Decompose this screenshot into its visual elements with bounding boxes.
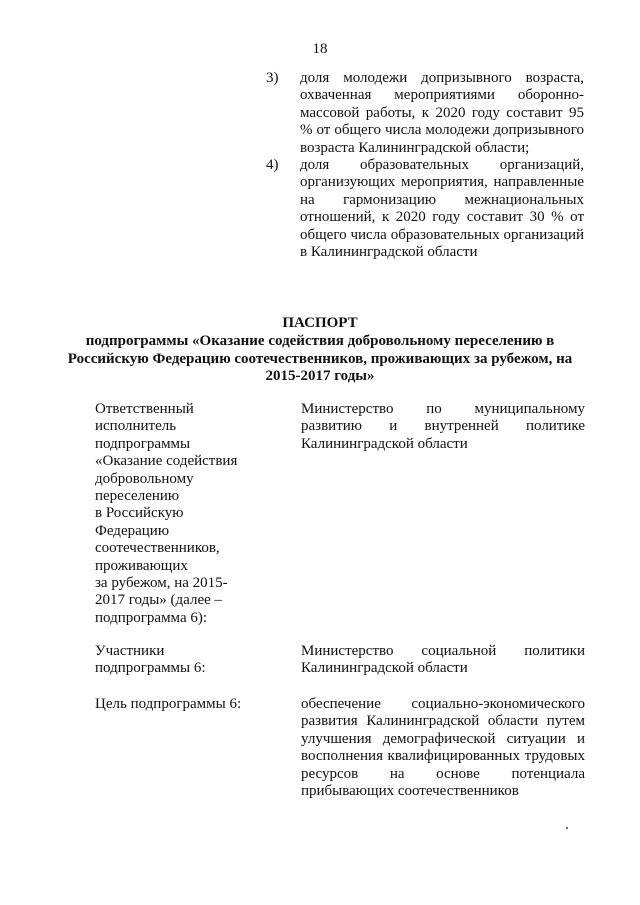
label-line: 2017 годы» (далее – xyxy=(95,592,223,609)
list-item-number: 4) xyxy=(266,157,279,174)
list-item-text: доля образовательных организаций, организующих мероприятия, направленные на гармонизацию межнациональных отношений, к 2020 году составит 30 % от общего числа образовательных организаций в Калининградской области xyxy=(300,157,584,261)
label-line: в Российскую xyxy=(95,505,184,522)
list-item xyxy=(266,157,584,261)
label-line: проживающих xyxy=(95,557,188,574)
label-line: подпрограммы 6: xyxy=(95,660,206,677)
row-label xyxy=(95,696,265,713)
row-value: Министерство по муниципальному развитию и внутренней политике Калининградской области xyxy=(301,401,585,452)
label-line: добровольному xyxy=(95,470,194,487)
list-item xyxy=(266,70,584,157)
label-line: Ответственный xyxy=(95,401,194,417)
label-line: подпрограмма 6): xyxy=(95,609,208,626)
label-line: Федерацию xyxy=(95,522,170,539)
label-line: подпрограммы xyxy=(95,435,191,452)
stray-mark xyxy=(566,827,568,829)
row-value: Министерство социальной политики Калининградской области xyxy=(301,643,585,677)
passport-row-goal xyxy=(95,696,585,800)
list-item-number: 3) xyxy=(266,70,279,86)
page-number: 18 xyxy=(312,41,328,57)
row-value: обеспечение социально-экономического развития Калининградской области путем улучшения демографической ситуации и восполнения квалифицированных трудовых ресурсов на основе потенциала прибывающих соотечественников xyxy=(301,696,585,800)
row-label xyxy=(95,643,265,678)
passport-subtitle: подпрограммы «Оказание содействия добровольному переселению в Российскую Федерацию соотечественников, проживающих за рубежом, на 2015-2017 годы» xyxy=(67,333,573,384)
label-line: за рубежом, на 2015- xyxy=(95,575,228,592)
label-line: соотечественников, xyxy=(95,540,220,557)
passport-title: ПАСПОРТ xyxy=(282,315,358,331)
row-label xyxy=(95,401,265,627)
label-line: Участники xyxy=(95,643,165,659)
list-item-text: доля молодежи допризывного возраста, охваченная мероприятиями оборонно-массовой работы, к 2020 году составит 95 % от общего числа молодежи допризывного возраста Калининградской области; xyxy=(300,70,584,156)
label-line: Цель подпрограммы 6: xyxy=(95,696,242,712)
label-line: исполнитель xyxy=(95,418,177,435)
passport-row-responsible xyxy=(95,401,585,627)
label-line: переселению xyxy=(95,488,180,505)
passport-row-participants xyxy=(95,643,585,678)
goals-list xyxy=(266,70,584,261)
label-line: «Оказание содействия xyxy=(95,453,238,470)
